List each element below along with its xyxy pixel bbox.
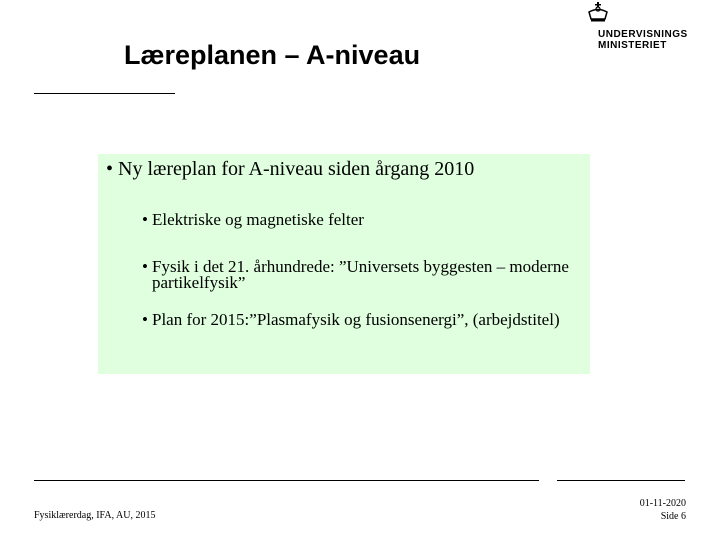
- footer-source: Fysiklærerdag, IFA, AU, 2015: [34, 510, 156, 521]
- footer-rule-left: [34, 480, 539, 481]
- footer-date: 01-11-2020: [639, 498, 686, 509]
- ministry-logo: [584, 2, 696, 52]
- title-underline: [34, 93, 175, 94]
- sub-bullet-text: Plan for 2015:”Plasmafysik og fusionsenergi”, (arbejdstitel): [152, 310, 560, 329]
- bullet-dot: •: [142, 210, 148, 229]
- crown-icon: [586, 2, 612, 24]
- footer-meta: [640, 497, 686, 523]
- bullet-dot: •: [142, 310, 148, 329]
- sub-bullet: [142, 312, 572, 328]
- main-bullet-text: Ny læreplan for A-niveau siden årgang 2010: [118, 158, 475, 180]
- sub-bullet: [142, 212, 582, 228]
- bullet-dot: •: [142, 257, 148, 276]
- sub-bullet: [142, 259, 582, 291]
- slide-title: Læreplanen – A-niveau: [124, 40, 421, 70]
- sub-bullet-text: Fysik i det 21. århundrede: ”Universets byggesten – moderne partikelfysik”: [152, 257, 569, 292]
- logo-text-line2: MINISTERIET: [598, 40, 667, 51]
- sub-bullet-text: Elektriske og magnetiske felter: [152, 210, 364, 229]
- content-box: [98, 154, 590, 374]
- page-number: Side 6: [660, 511, 686, 522]
- main-bullet: • Ny læreplan for A-niveau siden årgang 2010: [106, 158, 475, 180]
- logo-text-line1: UNDERVISNINGS: [598, 29, 688, 40]
- footer-rule-right: [557, 480, 685, 481]
